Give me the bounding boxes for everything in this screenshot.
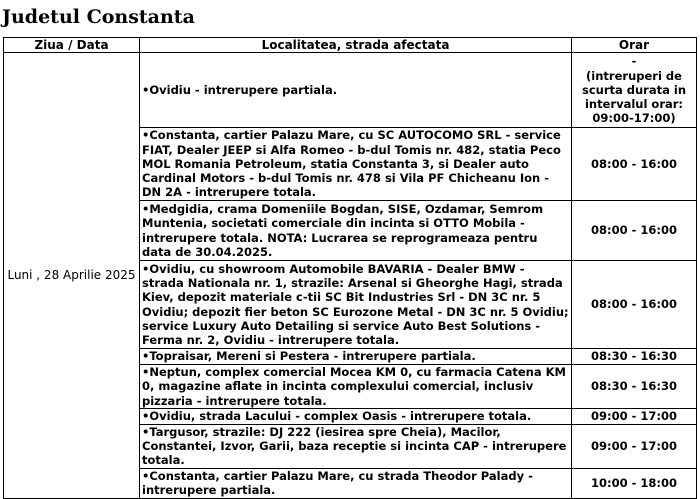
location-cell: •Constanta, cartier Palazu Mare, cu strada Theodor Palady - intrerupere partiala. [140,468,572,498]
schedule-cell: 10:00 - 18:00 [572,468,697,498]
location-cell: •Topraisar, Mereni si Pestera - intrerupere partiala. [140,349,572,365]
table-header-row [4,38,697,53]
day-cell: Luni , 28 Aprilie 2025 [4,53,140,499]
schedule-cell: 08:00 - 16:00 [572,261,697,349]
schedule-cell: 09:00 - 17:00 [572,409,697,425]
schedule-cell: - (intreruperi de scurta durata in intervalul orar: 09:00-17:00) [572,53,697,128]
location-cell: •Ovidiu - intrerupere partiala. [140,53,572,128]
location-cell: •Targusor, strazile: DJ 222 (iesirea spre Cheia), Macilor, Constantei, Izvor, Garii, baza receptie si incinta CAP - intrerupere totala. [140,425,572,469]
location-cell: •Medgidia, crama Domeniile Bogdan, SISE, Ozdamar, Semrom Muntenia, societati comerciale din incinta si OTTO Mobila - intrerupere totala. NOTA: Lucrarea se reprogrameaza pentru data de 30.04.2025. [140,201,572,261]
header-day: Ziua / Data [4,38,140,53]
outage-table [3,37,697,499]
page-title: Judetul Constanta [2,6,195,28]
table-row [4,53,697,128]
location-cell: •Ovidiu, strada Lacului - complex Oasis - intrerupere totala. [140,409,572,425]
schedule-cell: 08:00 - 16:00 [572,128,697,201]
schedule-cell: 09:00 - 17:00 [572,425,697,469]
location-cell: •Constanta, cartier Palazu Mare, cu SC AUTOCOMO SRL - service FIAT, Dealer JEEP si Alfa Romeo - b-dul Tomis nr. 482, statia Peco MOL Romania Petroleum, statia Constanta 3, si Dealer auto Cardinal Motors - b-dul Tomis nr. 478 si Vila PF Chicheanu Ion - DN 2A - intrerupere totala. [140,128,572,201]
header-schedule: Orar [572,38,697,53]
schedule-cell: 08:00 - 16:00 [572,201,697,261]
schedule-cell: 08:30 - 16:30 [572,365,697,409]
location-cell: •Neptun, complex comercial Mocea KM 0, cu farmacia Catena KM 0, magazine aflate in incinta complexului comercial, inclusiv pizzaria - intrerupere totala. [140,365,572,409]
location-cell: •Ovidiu, cu showroom Automobile BAVARIA - Dealer BMW - strada Nationala nr. 1, strazile: Arsenal si Gheorghe Hagi, strada Kiev, depozit materiale c-tii SC Bit Industries Srl - DN 3C nr. 5 Ovidiu; depozit fier beton SC Eurozone Metal - DN 3C nr. 5 Ovidiu; service Luxury Auto Detailing si service Auto Best Solutions - Ferma nr. 2, Ovidiu - intrerupere totala. [140,261,572,349]
schedule-cell: 08:30 - 16:30 [572,349,697,365]
header-location: Localitatea, strada afectata [140,38,572,53]
